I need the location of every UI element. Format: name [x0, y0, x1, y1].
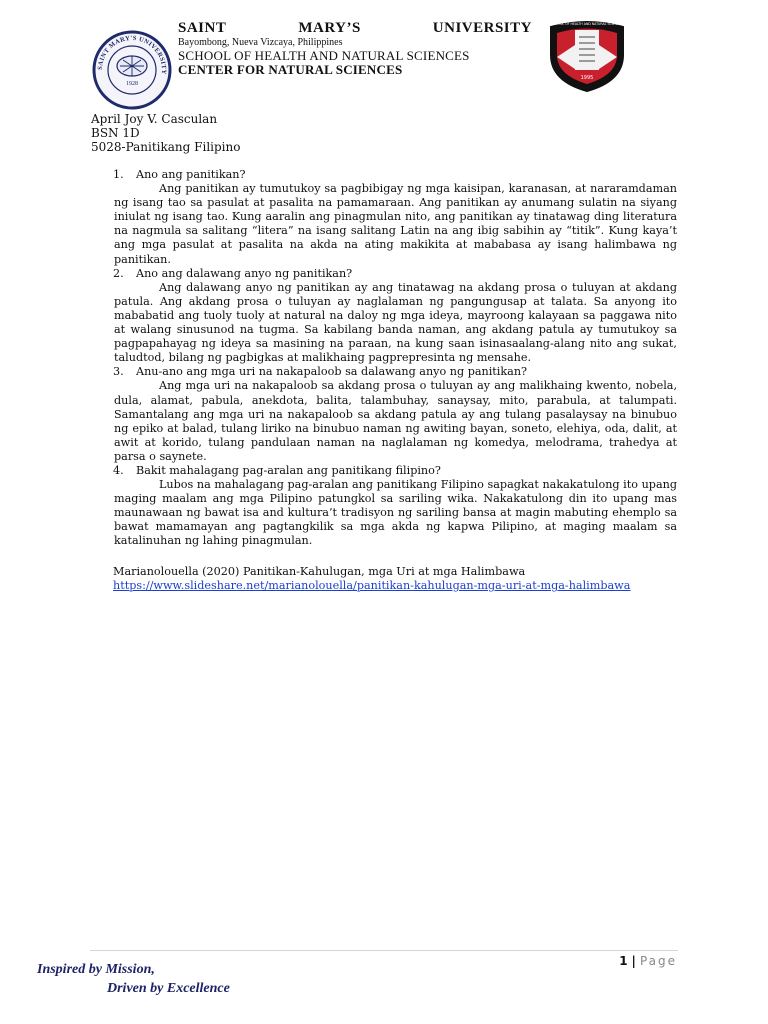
university-name: [178, 20, 532, 37]
question-text: Ano ang dalawang anyo ng panitikan?: [136, 266, 353, 280]
page-number: [619, 954, 677, 968]
left-seal-year: 1928: [126, 81, 138, 87]
school-name: SCHOOL OF HEALTH AND NATURAL SCIENCES: [178, 48, 470, 63]
center-name: CENTER FOR NATURAL SCIENCES: [178, 62, 403, 77]
course-code: 5028-Panitikang Filipino: [91, 140, 241, 154]
school-shield-logo: [545, 17, 629, 93]
student-info: [91, 112, 240, 154]
student-section: BSN 1D: [91, 126, 140, 140]
document-body: [113, 168, 677, 549]
question-1: [113, 168, 677, 267]
question-text: Anu-ano ang mga uri na nakapaloob sa dalawang anyo ng panitikan?: [136, 365, 528, 379]
answer-paragraph: Lubos na mahalagang pag-aralan ang panitikang Filipino sapagkat nakakatulong ito upang maging maalam ang mga Pilipino patungkol sa sariling wika. Nakakatulong din ito upang mas maunawaan ng bawat isa and kultura’t tradisyon ng sariling bansa at magin mabuting ehemplo sa bawat mamamayan ang pagtangkilik sa mga akda ng kapwa Pilipino, at maging maalam sa katalinuhan ng lahing pinagmulan.: [114, 478, 677, 548]
answer-paragraph: Ang dalawang anyo ng panitikan ay ang tinatawag na akdang prosa o tuluyan at akdang patula. Ang akdang prosa o tuluyan ay naglalaman ng pangungusap at talata. Sa anyong ito mababatid ang tuoly tuoly at natural na daloy ng mga ideya, mayroong kalayaan sa paggawa nito at walang sinusunod na tugma. Sa kabilang banda naman, ang akdang patula ay tumutukoy sa pagpapahayag ng ideya sa masining na paraan, na kung saan isinasaalang-alang nito ang sukat, taludtod, bilang ng pagbigkas at malikhaing pagprepresinta ng mensahe.: [114, 280, 677, 365]
answer-paragraph: Ang panitikan ay tumutukoy sa pagbibigay ng mga kaisipan, karanasan, at nararamdaman ng isang tao sa pasulat at pasalita na pamamaraan. Ang panitikan ay anumang sulatin na siyang iniulat ng isang tao. Kung aaralin ang pinagmulan nito, ang panitikan ay tinatawag ding literatura na nagmula sa salitang “litera” na isang salitang Latin na ang ibig sabihin ay “titik”. Kung kaya’t ang mga pasulat at pasalita na akda na ating makikita at mababasa ay isang halimbawa ng panitikan.: [114, 182, 677, 266]
footer-divider: [90, 950, 678, 951]
university-seal-logo: [92, 30, 172, 110]
student-name: April Joy V. Casculan: [91, 112, 218, 126]
university-word-2: MARY’S: [298, 20, 361, 36]
university-word-1: SAINT: [178, 20, 227, 36]
university-address: Bayombong, Nueva Vizcaya, Philippines: [178, 37, 343, 48]
tagline-line-2: Driven by Excellence: [107, 981, 230, 996]
page-number-value: 1: [619, 954, 628, 968]
reference-citation: Marianolouella (2020) Panitikan-Kahulugan, mga Uri at mga Halimbawa: [113, 565, 526, 578]
question-number: 1.: [113, 168, 124, 181]
right-seal-text: SCHOOL OF HEALTH AND NATURAL SCIENCES: [550, 22, 624, 26]
answer-paragraph: Ang mga uri na nakapaloob sa akdang prosa o tuluyan ay ang malikhaing kwento, nobela, dula, alamat, pabula, anekdota, balita, talambuhay, sanaysay, mito, parabula, at talumpati. Samantalang ang mga uri na nakapaloob sa akdang patula ay ang tulang pasalaysay na binubuo ng epiko at balad, tulang liriko na binubuo naman ng awiting bayan, soneto, elehiya, oda, dalit, at awit at korido, tulang pandulaan naman na naglalaman ng komedya, melodrama, trahedya at parsa o saynete.: [114, 379, 677, 463]
question-number: 4.: [113, 463, 124, 477]
question-2: [113, 267, 677, 366]
page-label: Page: [639, 954, 677, 968]
left-seal-text: SAINT MARY'S UNIVERSITY: [96, 34, 168, 75]
question-text: Ano ang panitikan?: [136, 168, 246, 181]
question-number: 3.: [113, 365, 124, 379]
question-3: [113, 365, 677, 464]
page-separator: |: [631, 954, 636, 968]
question-number: 2.: [113, 266, 124, 280]
reference-link[interactable]: https://www.slideshare.net/marianolouella/panitikan-kahulugan-mga-uri-at-mga-halimbawa: [113, 579, 631, 593]
letterhead: [0, 0, 768, 110]
question-text: Bakit mahalagang pag-aralan ang panitikang filipino?: [136, 463, 441, 477]
university-word-3: UNIVERSITY: [432, 20, 532, 36]
question-4: [113, 464, 677, 549]
reference: [113, 565, 693, 593]
right-seal-year: 1995: [580, 75, 594, 81]
tagline-line-1: Inspired by Mission,: [37, 962, 155, 977]
